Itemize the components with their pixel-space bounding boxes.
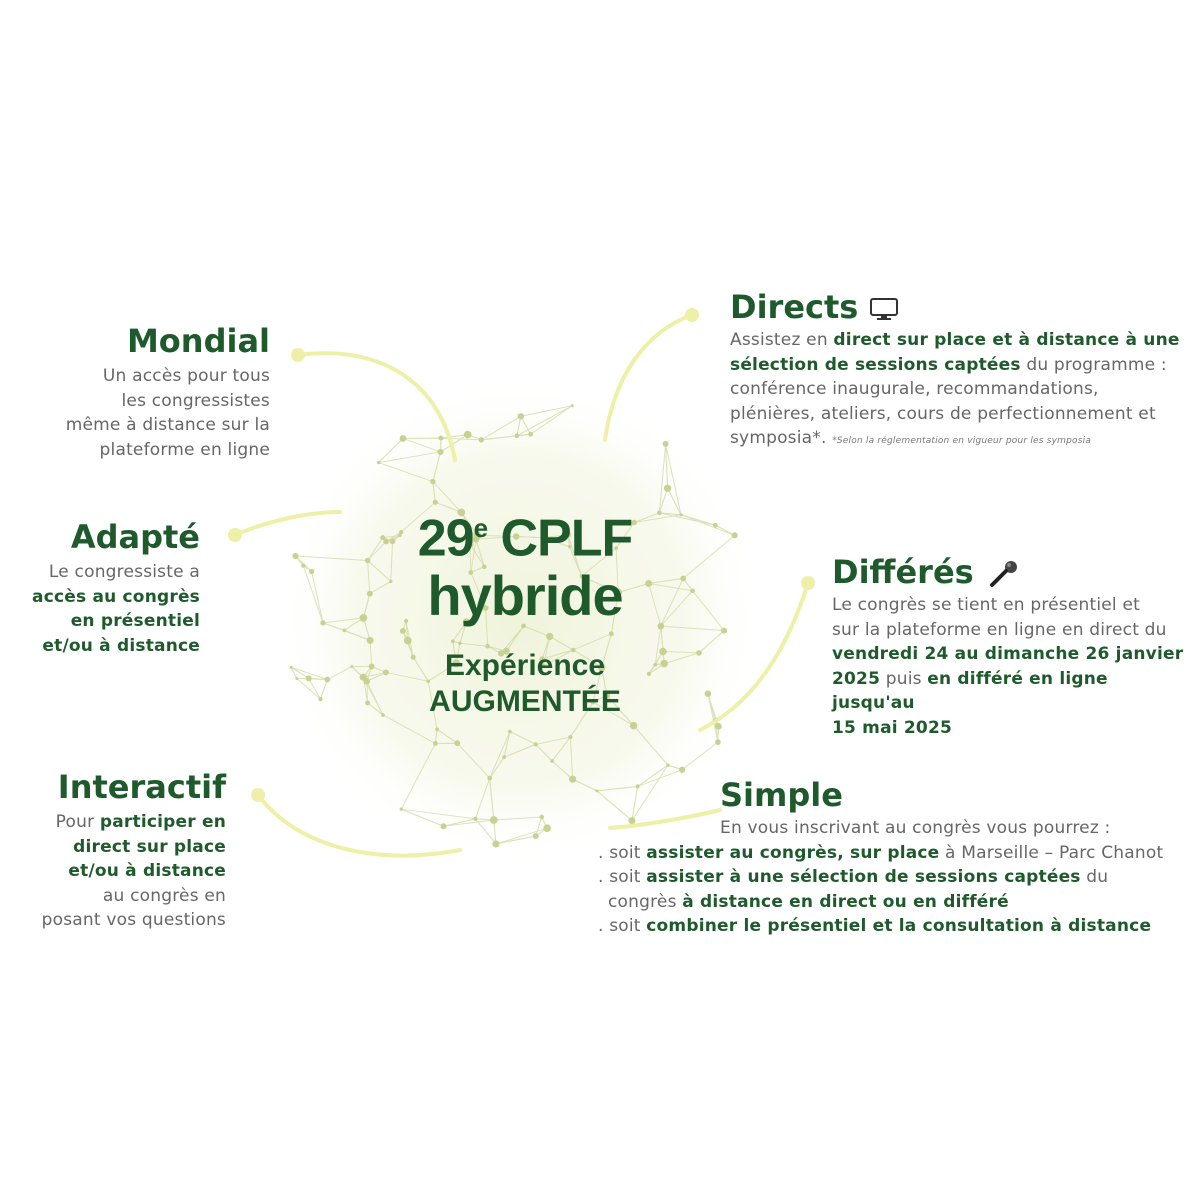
center-title-block (370, 500, 680, 720)
simple-description: En vous inscrivant au congrès vous pourrez : . soit assister au congrès, sur place à Marseille – Parc Chanot . soit assister à une sélection de sessions captées du congrès à distance en direct ou en différé . soit combiner le présentiel et la consultation à distance (598, 818, 1164, 936)
section-mondial (20, 322, 270, 462)
adapte-title: Adapté (70, 518, 200, 556)
connector-dot-directs (685, 308, 699, 322)
differes-title: Différés (832, 553, 974, 591)
connector-dot-adapte (228, 528, 242, 542)
interactif-title: Interactif (57, 768, 226, 806)
adapte-description: Le congressiste a accès au congrès en présentiel et/ou à distance (32, 562, 200, 656)
section-interactif (0, 768, 226, 933)
mondial-description: Un accès pour tous les congressistes même à distance sur la plateforme en ligne (65, 366, 270, 460)
interactif-description: Pour participer en direct sur place et/ou à distance au congrès en posant vos questions (41, 812, 226, 930)
directs-footnote: *Selon la réglementation en vigueur pour les symposia (832, 436, 1092, 446)
augmentee-label: AUGMENTÉE (429, 685, 621, 719)
section-adapte (0, 518, 200, 658)
section-directs (730, 288, 1190, 454)
directs-title-row (730, 288, 1190, 326)
simple-title: Simple (720, 776, 843, 814)
experience-label: Expérience (444, 649, 606, 683)
connector-dot-interactif (251, 788, 265, 802)
differes-description: Le congrès se tient en présentiel et sur la plateforme en ligne en direct du vendredi 24 au dimanche 26 janvier 2025 puis en différé en ligne jusqu'au 15 mai 2025 (832, 595, 1184, 738)
section-simple (598, 776, 1188, 939)
cplf-title: 29e CPLF (417, 509, 633, 568)
connector-dot-mondial (291, 348, 305, 362)
monitor-icon (869, 296, 899, 322)
differes-title-row (832, 553, 1192, 591)
microphone-icon (985, 558, 1021, 590)
directs-description: Assistez en direct sur place et à distance à une sélection de sessions captées du programme : conférence inaugurale, recommandations, plénières, ateliers, cours de perfectionnement et symposia*. *Selon la réglementation en vigueur pour les symposia (730, 330, 1180, 448)
mondial-title: Mondial (126, 322, 270, 360)
hybride-title: hybride (427, 564, 623, 628)
connector-dot-differes (801, 576, 815, 590)
section-differes (832, 553, 1192, 740)
directs-title: Directs (730, 288, 859, 326)
